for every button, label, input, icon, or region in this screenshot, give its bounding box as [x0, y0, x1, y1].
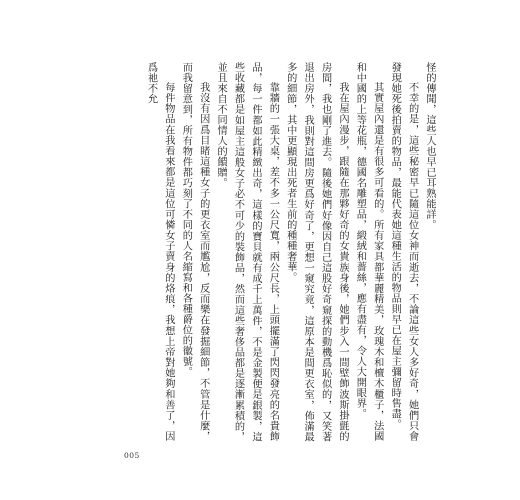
paragraph: 每件物品在我看來都是這位可憐女子賣身的烙痕，我想上帝對她夠和善了，因爲祂不允 [145, 62, 174, 442]
page-number: 005 [124, 451, 140, 460]
paragraph: 我在屋內漫步，跟隨在那夥好奇的女貴族身後，她們步入一間壁飾波斯掛氈的房間，我也剛了進去。隨後她們好像因自己這股好奇窺探的動機爲恥似的，又笑著退出房外，我則對這間房更爲好奇了，更想一窺究竟，這原本是間更衣室，佈滿最多的細節，其中更顯現出死者生前的種種奢華。 [284, 62, 348, 442]
paragraph: 我沒有因爲目睹這種女子的更衣室而尷尬，反而樂在發掘細節，不管是什麼，而我留意到，所有物件都巧刻了不同的人名縮寫和各種爵位的徽號。 [180, 62, 209, 442]
body-text [142, 62, 438, 442]
paragraph: 靠牆的一張大桌，差不多一公尺寬，兩公尺長，上頭擺滿了閃閃發亮的名貴飾品，每一件都如此精緻出奇，這樣的寶貝就有成千上萬件，不是金製便是銀製，這些收藏都是如屋主這般女子必不可少的裝飾品，然而這些奢侈品都是逐漸累積的，並且來自不同情人的饋贈。 [215, 62, 279, 442]
paragraph: 其實屋內還是有很多可看的。所有家具都華麗精美，玫瑰木和檀木櫃子，法國和中國的上等花瓶，德國名雕塑品，緞絨和薔絲，應有盡有，令人大開眼界。 [354, 62, 383, 442]
paragraph: 不幸的是，這些秘密早已隨這位女神而逝去，不論這些女人多好奇，她們只會發現她死後拍賣的物品，最能代表她這種生活的物品則早已在屋主彌留時售盡。 [389, 62, 418, 442]
paragraph: 怪的傳聞，這些人也早已耳熟能詳。 [424, 62, 435, 230]
